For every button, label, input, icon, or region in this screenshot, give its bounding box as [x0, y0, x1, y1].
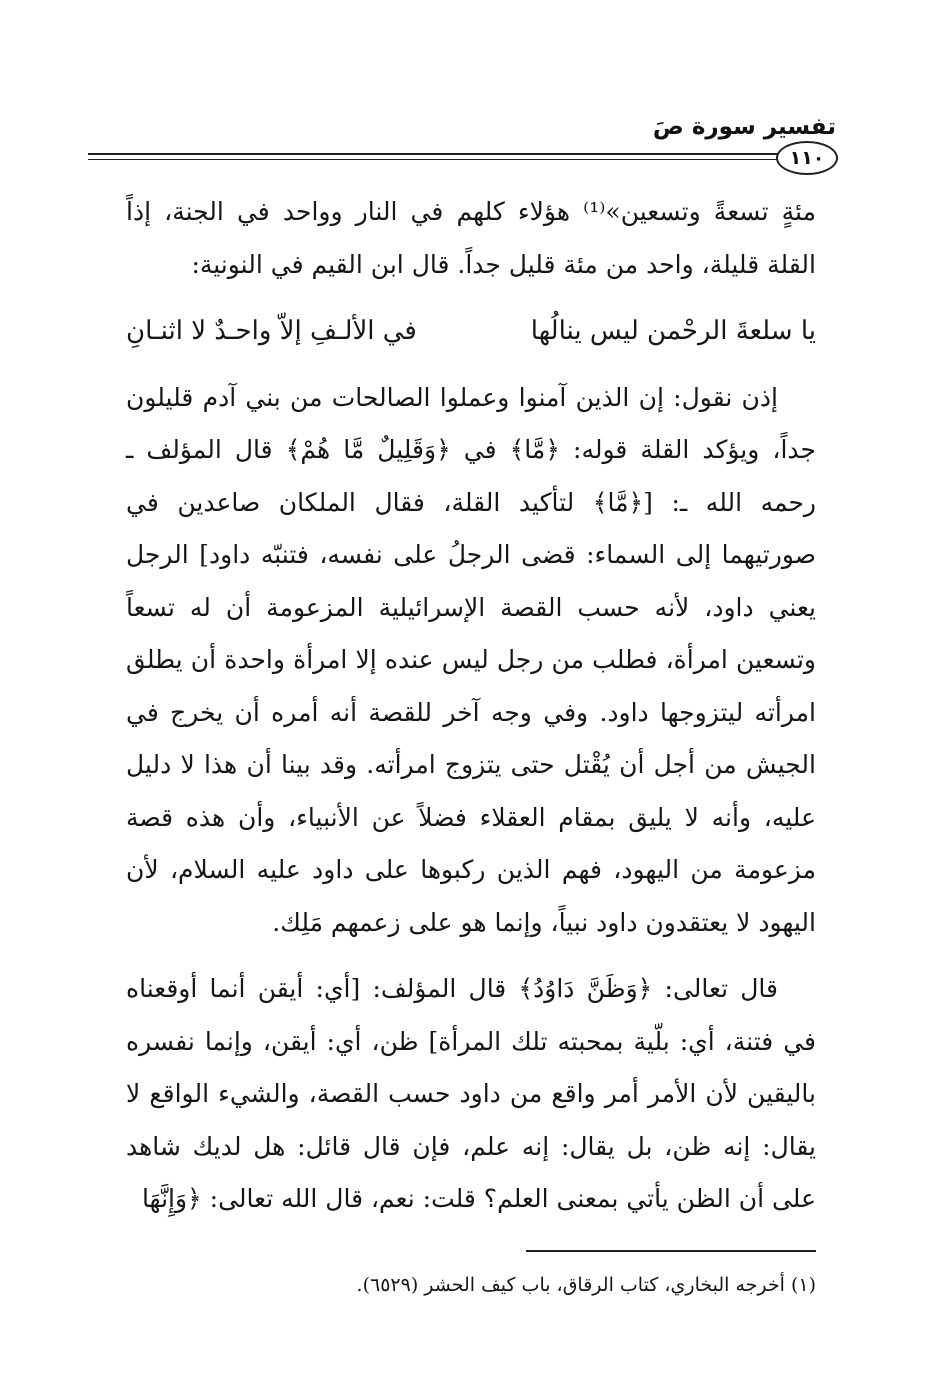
main-text [126, 186, 816, 1226]
paragraph-2: إذن نقول: إن الذين آمنوا وعملوا الصالحات من بني آدم قليلون جداً، ويؤكد القلة قوله: ﴿مَّا﴾ في ﴿وَقَلِيلٌ مَّا هُمْ﴾ قال المؤلف ـ رحمه الله ـ: [﴿مَّا﴾ لتأكيد القلة، فقال الملكان صاعدين في صورتيهما إلى السماء: قضى الرجلُ على نفسه، فتنبّه داود] الرجل يعني داود، لأنه حسب القصة الإسرائيلية المزعومة أن له تسعاً وتسعين امرأة، فطلب من رجل ليس عنده إلا امرأة واحدة أن يطلق امرأته ليتزوجها داود. وفي وجه آخر للقصة أنه أمره أن يخرج في الجيش من أجل أن يُقْتل حتى يتزوج امرأته. وقد بينا أن هذا لا دليل عليه، وأنه لا يليق بمقام العقلاء فضلاً عن الأنبياء، وأن هذه قصة مزعومة من اليهود، فهم الذين ركبوها على داود عليه السلام، لأن اليهود لا يعتقدون داود نبياً، وإنما هو على زعمهم مَلِك. [126, 382, 816, 937]
footnote-rule [526, 1250, 816, 1252]
header-rule [88, 153, 778, 160]
poetry-verse [126, 305, 816, 358]
verse-hemistich-2: في الألـفِ إلاّ واحـدٌ لا اثنـانِ [126, 316, 417, 346]
paragraph-gap [126, 949, 816, 963]
paragraph-1: مئةٍ تسعةً وتسعين»⁽¹⁾ هؤلاء كلهم في النار وواحد في الجنة، إذاً القلة قليلة، واحد من مئة قليل جداً. قال ابن القيم في النونية: [126, 197, 816, 279]
verse-hemistich-1: يا سلعةَ الرحْمن ليس ينالُها [530, 316, 816, 346]
paragraph-3: قال تعالى: ﴿وَظَنَّ دَاوُدُ﴾ قال المؤلف: [أي: أيقن أنما أوقعناه في فتنة، أي: بلّية بمحبته تلك المرأة] ظن، أي: أيقن، وإنما نفسره باليقين لأن الأمر أمر واقع من داود حسب القصة، والشيء الواقع لا يقال: إنه ظن، بل يقال: إنه علم، فإن قال قائل: هل لديك شاهد على أن الظن يأتي بمعنى العلم؟ قلت: نعم، قال الله تعالى: ﴿وَإِنَّهَا [126, 974, 816, 1213]
page-number: ١١٠ [776, 141, 838, 175]
running-title: تفسير سورة صَ [652, 114, 836, 140]
footnote: (١) أخرجه البخاري، كتاب الرقاق، باب كيف الحشر (٦٥٢٩). [356, 1274, 816, 1296]
